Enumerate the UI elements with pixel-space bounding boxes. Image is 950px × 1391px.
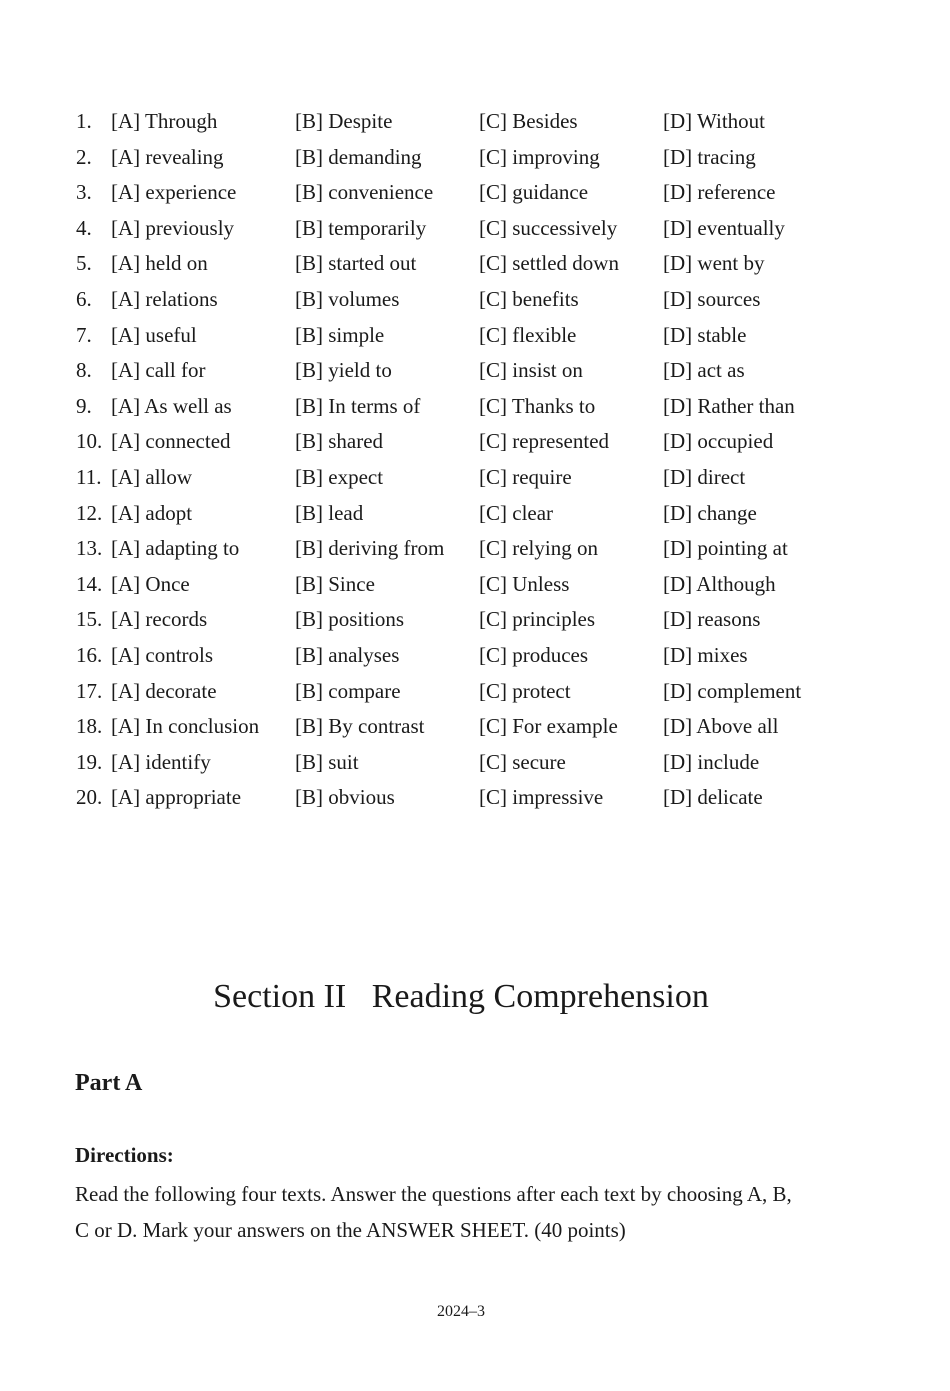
option-c: [C] require [479,464,572,489]
option-b: [B] By contrast [295,714,425,739]
option-b: [B] expect [295,464,384,489]
question-number: 7. [76,322,92,347]
question-row [0,780,950,816]
option-c: [C] clear [479,500,554,525]
option-c: [C] benefits [479,286,579,311]
option-d: [D] direct [663,464,746,489]
question-row [0,531,950,567]
option-b: [B] In terms of [295,393,421,418]
option-b: [B] yield to [295,358,392,383]
option-b: [B] positions [295,607,405,632]
option-c: [C] secure [479,749,566,774]
option-d: [D] sources [663,286,761,311]
question-number: 11. [76,464,102,489]
option-b: [B] simple [295,322,385,347]
option-a: [A] experience [111,180,237,205]
question-number: 16. [76,642,103,667]
option-a: [A] decorate [111,678,217,703]
directions-label: Directions: [75,1143,174,1167]
question-number: 8. [76,358,92,383]
option-c: [C] flexible [479,322,577,347]
question-number: 3. [76,180,92,205]
option-d: [D] mixes [663,642,748,667]
option-b: [B] Since [295,571,375,596]
option-d: [D] Rather than [663,393,795,418]
question-row [0,175,950,211]
question-row [0,424,950,460]
option-d: [D] delicate [663,785,763,810]
question-number: 12. [76,500,103,525]
question-row [0,460,950,496]
question-number: 1. [76,109,92,133]
option-d: [D] include [663,749,760,774]
question-number: 14. [76,571,103,596]
question-row [0,389,950,425]
option-b: [B] temporarily [295,215,427,240]
option-a: [A] connected [111,429,231,454]
option-a: [A] adopt [111,500,193,525]
option-c: [C] principles [479,607,596,632]
option-b: [B] lead [295,500,364,525]
question-number: 20. [76,785,103,810]
option-a: [A] previously [111,215,235,240]
option-d: [D] reference [663,180,776,205]
option-b: [B] Despite [295,109,393,133]
question-row [0,745,950,781]
option-d: [D] Above all [663,714,779,739]
option-a: [A] controls [111,642,214,667]
directions-line-2: C or D. Mark your answers on the ANSWER SHEET. (40 points) [75,1218,626,1242]
option-a: [A] Through [111,109,218,133]
option-c: [C] impressive [479,785,604,810]
answer-options-list [0,104,950,816]
question-row [0,567,950,603]
option-c: [C] insist on [479,358,583,383]
option-d: [D] occupied [663,429,774,454]
option-c: [C] protect [479,678,571,703]
question-row [0,674,950,710]
option-c: [C] settled down [479,251,619,276]
question-number: 4. [76,215,92,240]
section-title: Section II Reading Comprehension [213,978,709,1015]
option-d: [D] reasons [663,607,761,632]
option-b: [B] convenience [295,180,434,205]
option-a: [A] records [111,607,208,632]
option-a: [A] revealing [111,144,224,169]
option-d: [D] pointing at [663,536,788,561]
option-c: [C] Thanks to [479,393,596,418]
question-row [0,709,950,745]
option-a: [A] identify [111,749,211,774]
option-b: [B] volumes [295,286,400,311]
option-b: [B] started out [295,251,417,276]
directions-text [75,1176,865,1248]
option-a: [A] call for [111,358,206,383]
option-d: [D] act as [663,358,745,383]
option-b: [B] analyses [295,642,400,667]
question-number: 13. [76,536,103,561]
option-a: [A] held on [111,251,208,276]
question-row [0,211,950,247]
option-c: [C] guidance [479,180,589,205]
option-d: [D] eventually [663,215,785,240]
question-number: 10. [76,429,103,454]
option-b: [B] shared [295,429,384,454]
question-number: 6. [76,286,92,311]
option-b: [B] deriving from [295,536,445,561]
option-c: [C] improving [479,144,600,169]
part-title: Part A [75,1070,143,1096]
question-row [0,246,950,282]
question-row [0,104,950,140]
option-d: [D] Although [663,571,776,596]
option-d: [D] complement [663,678,802,703]
question-number: 5. [76,251,92,276]
question-row [0,353,950,389]
option-a: [A] allow [111,464,193,489]
option-a: [A] Once [111,571,190,596]
option-b: [B] demanding [295,144,422,169]
option-a: [A] adapting to [111,536,240,561]
question-row [0,638,950,674]
question-number: 9. [76,393,92,418]
option-d: [D] tracing [663,144,756,169]
option-c: [C] represented [479,429,610,454]
option-c: [C] relying on [479,536,598,561]
question-number: 19. [76,749,103,774]
page-number: 2024–3 [437,1303,485,1320]
option-b: [B] suit [295,749,359,774]
question-row [0,140,950,176]
question-row [0,318,950,354]
option-a: [A] appropriate [111,785,242,810]
option-d: [D] Without [663,109,766,133]
question-number: 2. [76,144,92,169]
directions-line-1: Read the following four texts. Answer the questions after each text by choosing A, B, [75,1182,792,1206]
option-c: [C] For example [479,714,618,739]
option-d: [D] change [663,500,757,525]
option-a: [A] In conclusion [111,714,260,739]
question-row [0,602,950,638]
question-number: 15. [76,607,103,632]
option-c: [C] successively [479,215,618,240]
option-d: [D] stable [663,322,747,347]
option-c: [C] produces [479,642,589,667]
option-d: [D] went by [663,251,765,276]
question-row [0,496,950,532]
question-number: 18. [76,714,103,739]
question-number: 17. [76,678,103,703]
option-c: [C] Unless [479,571,570,596]
option-a: [A] relations [111,286,218,311]
option-b: [B] obvious [295,785,395,810]
option-c: [C] Besides [479,109,578,133]
option-a: [A] useful [111,322,197,347]
question-row [0,282,950,318]
option-b: [B] compare [295,678,401,703]
option-a: [A] As well as [111,393,232,418]
